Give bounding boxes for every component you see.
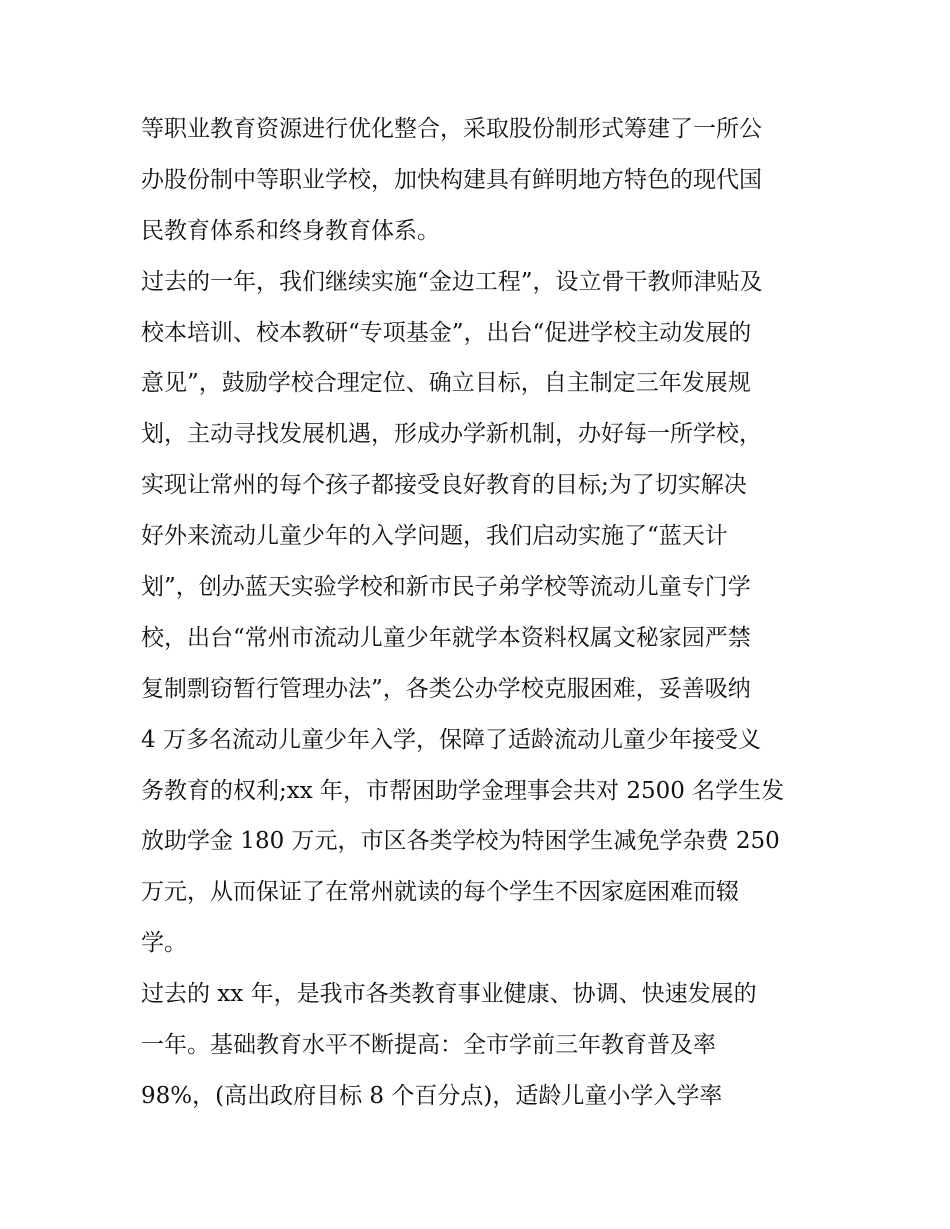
text-line: 放助学金 180 万元，市区各类学校为特困学生减免学杂费 250 [141, 828, 780, 855]
text-line: 万元，从而保证了在常州就读的每个学生不因家庭困难而辍 [141, 879, 739, 906]
text-line: 过去的 xx 年，是我市各类教育事业健康、协调、快速发展的 [141, 981, 757, 1008]
text-line: 等职业教育资源进行优化整合，采取股份制形式筹建了一所公 [141, 116, 762, 142]
text-line: 民教育体系和终身教育体系。 [141, 217, 440, 244]
text-line: 一年。基础教育水平不断提高：全市学前三年教育普及率 [141, 1032, 716, 1059]
text-line: 划，主动寻找发展机遇，形成办学新机制，办好每一所学校， [141, 421, 762, 448]
text-line: 校本培训、校本教研“专项基金”，出台“促进学校主动发展的 [141, 319, 752, 346]
document-body [141, 104, 821, 1122]
text-line: 划”，创办蓝天实验学校和新市民子弟学校等流动儿童专门学 [141, 574, 751, 601]
text-line: 复制剽窃暂行管理办法”，各类公办学校克服困难，妥善吸纳 [141, 675, 751, 702]
text-line: 98%，(高出政府目标 8 个百分点)，适龄儿童小学入学率 [141, 1082, 723, 1109]
text-line: 办股份制中等职业学校，加快构建具有鲜明地方特色的现代国 [141, 166, 762, 193]
text-line: 校，出台“常州市流动儿童少年就学本资料权属文秘家园严禁 [141, 624, 751, 651]
text-line: 实现让常州的每个孩子都接受良好教育的目标;为了切实解决 [141, 472, 747, 499]
text-line: 学。 [141, 930, 187, 957]
text-line: 意见”，鼓励学校合理定位、确立目标，自主制定三年发展规 [141, 370, 751, 397]
text-line: 过去的一年，我们继续实施“金边工程”，设立骨干教师津贴及 [141, 268, 763, 295]
text-line: 4 万多名流动儿童少年入学，保障了适龄流动儿童少年接受义 [141, 726, 761, 753]
text-line: 务教育的权利;xx 年，市帮困助学金理事会共对 2500 名学生发 [141, 777, 785, 804]
text-line: 好外来流动儿童少年的入学问题，我们启动实施了“蓝天计 [141, 523, 728, 550]
